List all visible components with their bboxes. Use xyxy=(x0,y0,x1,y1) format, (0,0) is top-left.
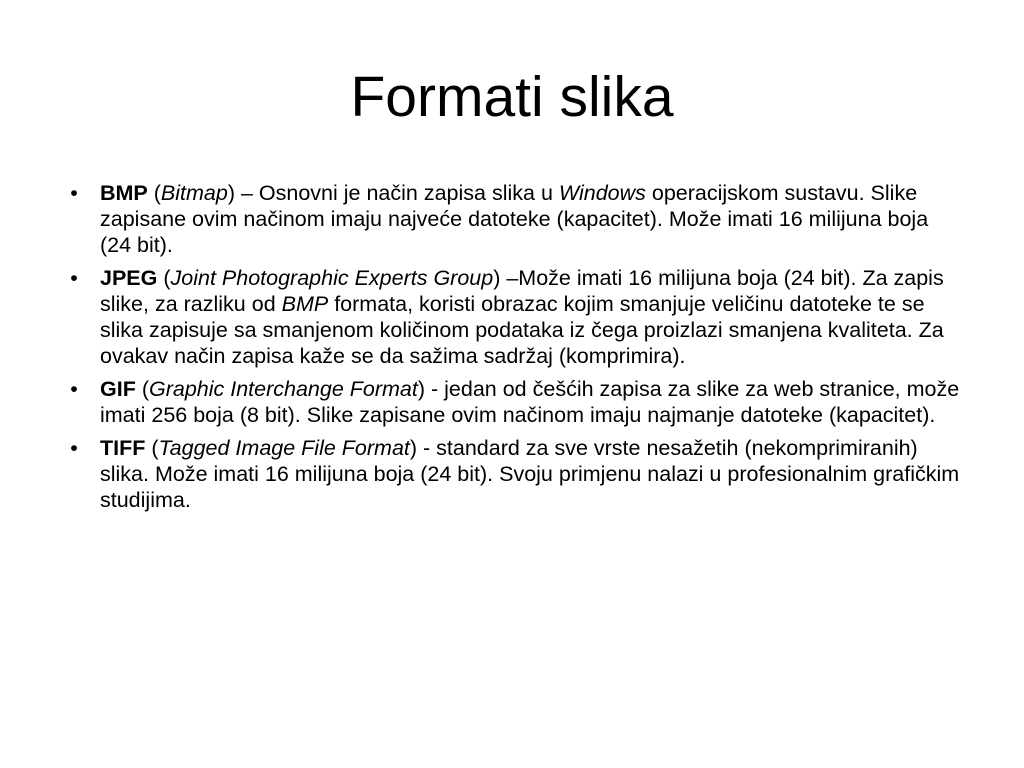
format-expansion: Tagged Image File Format xyxy=(158,436,410,460)
format-term: JPEG xyxy=(100,266,158,290)
text-segment: formata, koristi obrazac kojim smanjuje veličinu datoteke te se slika zapisuje sa smanjenom količinom podataka iz čega proizlazi smanjena kvaliteta. Za ovakav način zapisa kaže se da sažima sadržaj (komprimira). xyxy=(100,292,944,368)
text-segment: ( xyxy=(147,181,161,205)
bullet-icon: • xyxy=(70,436,78,460)
text-segment: ) - jedan od češćih zapisa za slike za web stranice, može imati 256 boja (8 bit). Slike zapisane ovim načinom imaju najmanje datoteke (kapacitet). xyxy=(100,377,960,427)
text-segment: ) - standard za sve vrste nesažetih (nekomprimiranih) slika. Može imati 16 milijuna boja (24 bit). Svoju primjenu nalazi u profesionalnim grafičkim studijima. xyxy=(100,436,960,512)
text-segment: ( xyxy=(135,377,149,401)
bullet-item-tiff xyxy=(64,435,964,513)
format-term: BMP xyxy=(100,181,148,205)
bullet-icon: • xyxy=(70,181,78,205)
bullet-item-jpeg xyxy=(64,265,964,369)
bullet-list xyxy=(64,180,964,520)
format-term: TIFF xyxy=(100,436,146,460)
format-expansion: Joint Photographic Experts Group xyxy=(170,266,494,290)
bullet-item-gif xyxy=(64,376,964,428)
format-expansion: Bitmap xyxy=(160,181,228,205)
emphasis-text: BMP xyxy=(281,292,329,316)
bullet-icon: • xyxy=(70,266,78,290)
format-term: GIF xyxy=(100,377,136,401)
text-segment: ( xyxy=(145,436,159,460)
bullet-icon: • xyxy=(70,377,78,401)
emphasis-text: Windows xyxy=(558,181,646,205)
bullet-item-bmp xyxy=(64,180,964,258)
format-expansion: Graphic Interchange Format xyxy=(148,377,418,401)
text-segment: ) –Može imati 16 milijuna boja (24 bit). Za zapis slike, za razliku od xyxy=(100,266,944,316)
text-segment: ) – Osnovni je način zapisa slika u xyxy=(227,181,559,205)
text-segment: ( xyxy=(157,266,171,290)
slide-title: Formati slika xyxy=(350,65,674,129)
text-segment: operacijskom sustavu. Slike zapisane ovim načinom imaju najveće datoteke (kapacitet). Može imati 16 milijuna boja (24 bit). xyxy=(100,181,929,257)
